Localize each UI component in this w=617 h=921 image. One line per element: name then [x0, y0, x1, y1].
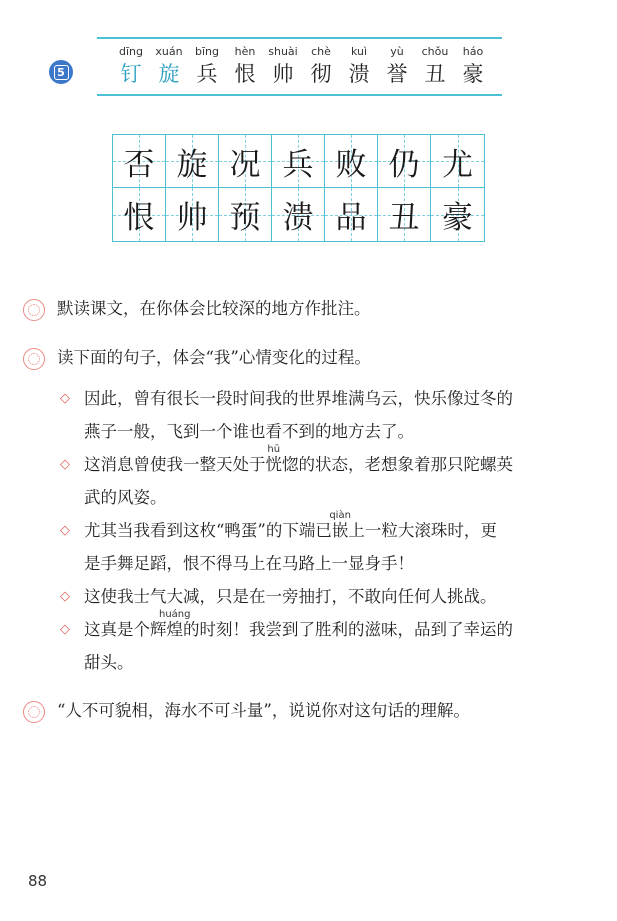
- exercise-icon: [23, 348, 45, 370]
- exercise-3-text: “人不可貌相，海水不可斗量”，说说你对这句话的理解。: [57, 701, 470, 720]
- sentence-3-line-2: 是手舞足蹈，恨不得马上在马路上一显身手！: [84, 554, 414, 573]
- lesson-number-badge: [49, 60, 73, 84]
- writing-grid: [112, 134, 485, 242]
- grid-char: 败: [335, 146, 367, 183]
- header-top-line: [97, 37, 502, 39]
- grid-char: 帅: [176, 200, 208, 236]
- diamond-bullet-icon: ◇: [60, 622, 70, 637]
- sentence-2-line-2: 武的风姿。: [84, 488, 167, 507]
- diamond-bullet-icon: ◇: [60, 523, 70, 538]
- char-item: [226, 44, 264, 88]
- grid-cell: [219, 188, 272, 241]
- exercise-icon: [23, 701, 45, 723]
- diamond-bullet-icon: ◇: [60, 589, 70, 604]
- grid-char: 兵: [282, 146, 314, 183]
- text-segment: 这真是个辉: [84, 620, 167, 639]
- grid-cell: [431, 135, 484, 188]
- diamond-bullet-icon: ◇: [60, 391, 70, 406]
- pinyin: dīng: [119, 45, 143, 58]
- ruby-annotated-char: [159, 609, 191, 641]
- grid-cell: [325, 135, 378, 188]
- text-segment: 惚的状态，老想象着那只陀螺英: [282, 455, 513, 474]
- hanzi: 兵: [196, 62, 218, 86]
- grid-char: 况: [229, 146, 261, 183]
- grid-char: 溃: [282, 200, 314, 236]
- page-number: 88: [28, 872, 48, 890]
- hanzi: 誉: [386, 62, 408, 86]
- sentence-2-line-1: [84, 444, 513, 476]
- char-item: [416, 44, 454, 88]
- char-item: [454, 44, 492, 88]
- grid-cell: [272, 135, 325, 188]
- text-segment: 尤其当我看到这枚“鸭蛋”的下端已: [84, 521, 332, 540]
- exercise-2-text: 读下面的句子，体会“我”心情变化的过程。: [57, 348, 371, 367]
- ruby-base: 嵌: [331, 521, 349, 540]
- pinyin: bīng: [195, 45, 219, 58]
- grid-cell: [378, 135, 431, 188]
- pinyin: xuán: [155, 45, 183, 58]
- grid-cell: [113, 188, 166, 241]
- grid-cell: [113, 135, 166, 188]
- char-item: [340, 44, 378, 88]
- grid-char: 尤: [442, 146, 473, 183]
- grid-char: 品: [335, 200, 367, 236]
- grid-cell: [378, 188, 431, 241]
- text-segment: 这消息曾使我一整天处于: [84, 455, 266, 474]
- pinyin: yù: [390, 45, 404, 58]
- ruby-base: 煌: [166, 620, 183, 639]
- exercise-1-text: 默读课文，在你体会比较深的地方作批注。: [57, 299, 371, 318]
- sentence-1-line-1: 因此，曾有很长一段时间我的世界堆满乌云，快乐像过冬的: [84, 389, 513, 408]
- grid-cell: [166, 135, 219, 188]
- grid-cell: [325, 188, 378, 241]
- text-segment: 的时刻！我尝到了胜利的滋味，品到了幸运的: [183, 620, 513, 639]
- char-item: [302, 44, 340, 88]
- char-item: [112, 44, 150, 88]
- hanzi: 旋: [158, 62, 180, 86]
- ruby-annotated-char: [265, 444, 283, 476]
- hanzi: 溃: [348, 62, 370, 86]
- char-item: [150, 44, 188, 88]
- lesson-number: 5: [54, 65, 69, 80]
- char-item: [188, 44, 226, 88]
- grid-cell: [219, 135, 272, 188]
- pinyin: háo: [462, 45, 484, 58]
- grid-cell: [431, 188, 484, 241]
- sentence-5-line-2: 甜头。: [84, 653, 134, 672]
- grid-char: 预: [229, 200, 261, 236]
- pinyin: chǒu: [421, 45, 449, 58]
- grid-char: 丑: [388, 200, 420, 236]
- hanzi: 恨: [234, 62, 256, 86]
- pinyin: chè: [311, 45, 331, 58]
- sentence-4-line-1: 这使我士气大减，只是在一旁抽打，不敢向任何人挑战。: [84, 587, 497, 606]
- header-bottom-line: [97, 94, 502, 96]
- hanzi: 钉: [120, 62, 142, 86]
- sentence-3-line-1: [84, 510, 497, 542]
- hanzi: 丑: [424, 62, 446, 86]
- hanzi: 彻: [310, 62, 332, 86]
- ruby-pinyin: huáng: [159, 609, 191, 620]
- grid-char: 豪: [442, 200, 473, 236]
- char-item: [264, 44, 302, 88]
- hanzi: 帅: [272, 62, 294, 86]
- pinyin: kuì: [350, 45, 368, 58]
- char-item: [378, 44, 416, 88]
- exercise-icon: [23, 299, 45, 321]
- grid-cell: [166, 188, 219, 241]
- sentence-1-line-2: 燕子一般，飞到一个谁也看不到的地方去了。: [84, 422, 414, 441]
- pinyin: shuài: [268, 45, 298, 58]
- pinyin: hèn: [234, 45, 256, 58]
- hanzi: 豪: [462, 62, 484, 86]
- ruby-base: 恍: [265, 455, 282, 474]
- ruby-pinyin: hū: [267, 444, 281, 455]
- ruby-annotated-char: [329, 510, 351, 542]
- ruby-pinyin: qiàn: [329, 510, 351, 521]
- new-characters-row: [112, 44, 492, 88]
- grid-char: 恨: [123, 200, 155, 236]
- grid-char: 旋: [176, 146, 208, 183]
- sentence-5-line-1: [84, 609, 513, 641]
- grid-char: 否: [123, 146, 155, 183]
- grid-cell: [272, 188, 325, 241]
- text-segment: 上一粒大滚珠时，更: [348, 521, 497, 540]
- diamond-bullet-icon: ◇: [60, 457, 70, 472]
- grid-char: 仍: [388, 146, 420, 183]
